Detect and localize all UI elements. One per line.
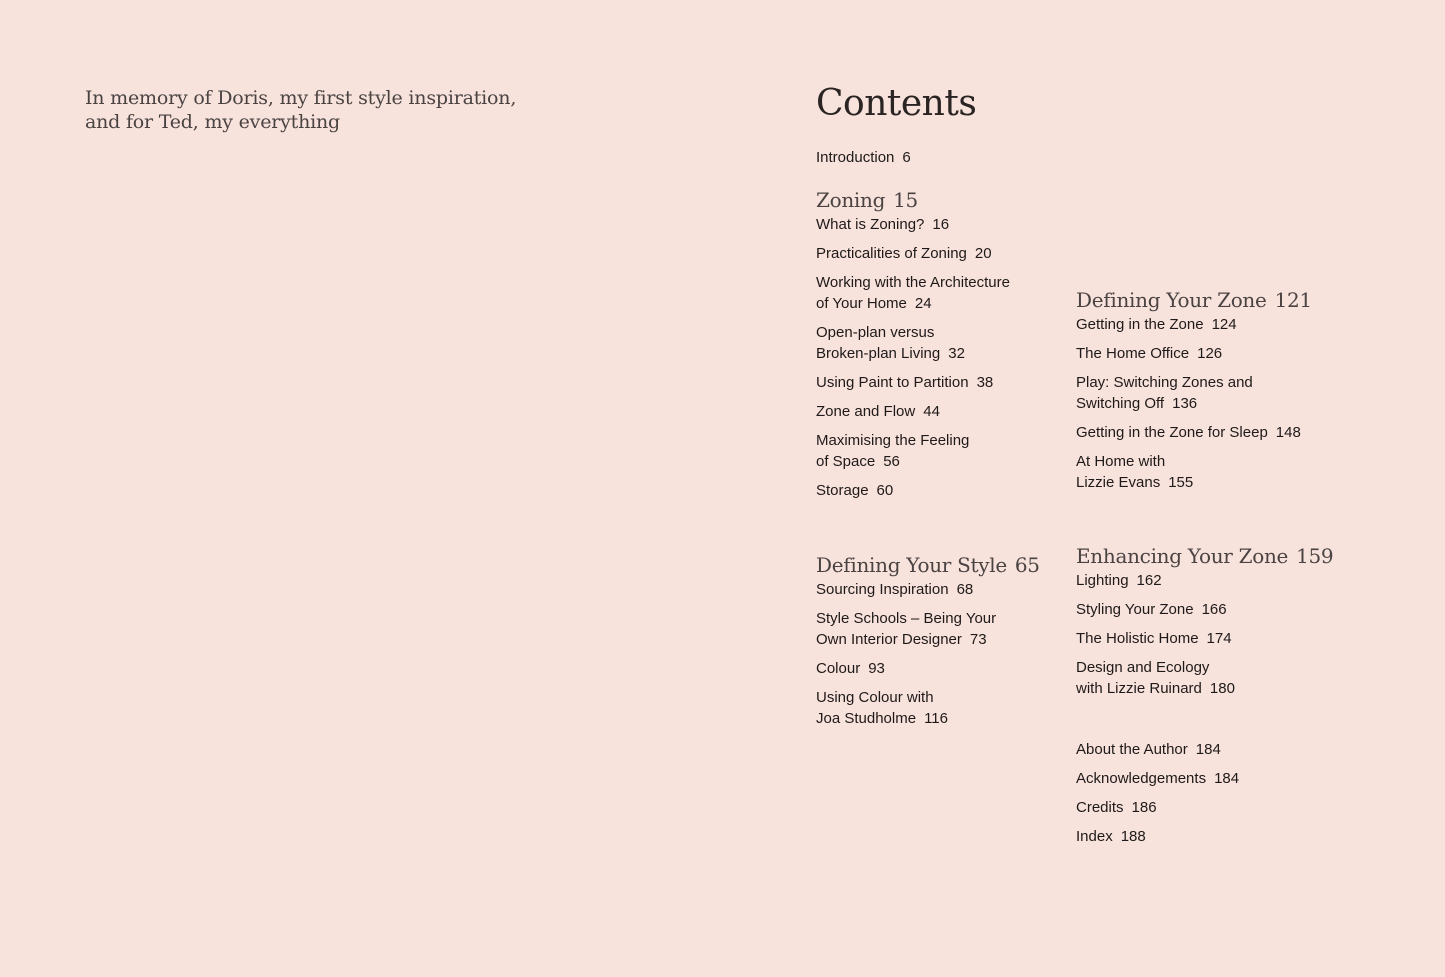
toc-entry-label: Sourcing Inspiration 68	[816, 581, 974, 598]
toc-entry-page: 148	[1275, 424, 1301, 441]
toc-entry-page: 16	[932, 216, 950, 233]
toc-entry-label: Zone and Flow 44	[816, 403, 940, 420]
toc-entry[interactable]	[1076, 570, 1333, 591]
toc-entry-label: Design and Ecology	[1076, 659, 1210, 676]
toc-section-enhancing-zone	[1076, 543, 1333, 699]
toc-entry-page: 44	[923, 403, 940, 420]
contents-title: Contents	[816, 83, 977, 124]
toc-section-defining-zone	[1076, 287, 1312, 493]
toc-entry-label: About the Author 184	[1076, 741, 1221, 758]
toc-entry-page: 60	[876, 482, 894, 499]
toc-entry-label: Getting in the Zone for Sleep 148	[1076, 424, 1301, 441]
toc-entry-page: 93	[868, 660, 885, 677]
section-heading[interactable]	[1076, 543, 1333, 569]
section-heading-page: 159	[1296, 544, 1334, 568]
toc-section-defining-style	[816, 552, 1040, 729]
toc-section-back-matter	[1076, 739, 1239, 847]
toc-entry-label: Lighting 162	[1076, 572, 1162, 589]
toc-entry-label: At Home with	[1076, 453, 1166, 470]
toc-entry-page: 116	[924, 710, 948, 727]
toc-entry[interactable]	[816, 480, 1010, 501]
dedication-line-1: In memory of Doris, my first style inspiration,	[85, 87, 517, 109]
toc-entry-label: with Lizzie Ruinard 180	[1076, 680, 1235, 697]
toc-entry-page: 184	[1195, 741, 1221, 758]
toc-entry-label: Styling Your Zone 166	[1076, 601, 1227, 618]
toc-entry-label: Index 188	[1076, 828, 1146, 845]
toc-entry-label: Broken-plan Living 32	[816, 345, 965, 362]
toc-entry[interactable]	[1076, 422, 1312, 443]
section-heading[interactable]	[816, 552, 1040, 578]
toc-entry-page: 24	[914, 295, 932, 312]
toc-entry-label: The Home Office 126	[1076, 345, 1223, 362]
toc-entry-page: 68	[956, 581, 974, 598]
dedication	[85, 86, 516, 134]
toc-entry-label: Colour 93	[816, 660, 885, 677]
section-heading-label: Defining Your Zone	[1076, 288, 1267, 312]
toc-entry[interactable]	[1076, 797, 1239, 818]
toc-entry[interactable]	[816, 658, 1040, 679]
toc-entry-label: Joa Studholme 116	[816, 710, 948, 727]
toc-entry[interactable]	[816, 372, 1010, 393]
toc-entry[interactable]	[816, 272, 1010, 314]
toc-introduction[interactable]	[816, 147, 911, 168]
toc-entry-label: Switching Off 136	[1076, 395, 1198, 412]
toc-entry[interactable]	[816, 243, 1010, 264]
toc-entry-label: of Space 56	[816, 453, 900, 470]
toc-entry[interactable]	[816, 401, 1010, 422]
toc-entry-label: Working with the Architecture	[816, 274, 1010, 291]
toc-entry-page: 6	[902, 149, 911, 166]
toc-entry-page: 184	[1214, 770, 1240, 787]
toc-entry-page: 174	[1206, 630, 1232, 647]
section-heading-page: 65	[1014, 553, 1040, 577]
section-heading[interactable]	[1076, 287, 1312, 313]
toc-entry-label: Own Interior Designer 73	[816, 631, 987, 648]
toc-section-zoning	[816, 187, 1010, 501]
toc-entry-page: 186	[1131, 799, 1157, 816]
toc-entry-label: Open-plan versus	[816, 324, 935, 341]
section-heading[interactable]	[816, 187, 1010, 213]
toc-entry-page: 124	[1211, 316, 1237, 333]
toc-entry-label: Using Colour with	[816, 689, 934, 706]
toc-entry-page: 155	[1168, 474, 1194, 491]
toc-entry[interactable]	[1076, 826, 1239, 847]
section-heading-label: Zoning	[816, 188, 886, 212]
toc-entry[interactable]	[1076, 768, 1239, 789]
toc-entry[interactable]	[1076, 739, 1239, 760]
toc-entry-label: Maximising the Feeling	[816, 432, 970, 449]
toc-entry-label: Play: Switching Zones and	[1076, 374, 1253, 391]
toc-entry-page: 136	[1172, 395, 1198, 412]
toc-entry[interactable]	[1076, 628, 1333, 649]
toc-entry-page: 73	[969, 631, 987, 648]
toc-entry[interactable]	[816, 430, 1010, 472]
section-heading-page: 15	[893, 188, 918, 212]
toc-entry-label: of Your Home 24	[816, 295, 932, 312]
toc-entry-label: Style Schools – Being Your	[816, 610, 997, 627]
toc-entry-page: 162	[1136, 572, 1162, 589]
toc-entry-page: 32	[948, 345, 965, 362]
toc-entry-page: 20	[974, 245, 992, 262]
toc-entry-label: Practicalities of Zoning 20	[816, 245, 992, 262]
toc-entry-label: Using Paint to Partition 38	[816, 374, 994, 391]
toc-entry-label: Getting in the Zone 124	[1076, 316, 1237, 333]
toc-entry[interactable]	[816, 322, 1010, 364]
toc-entry[interactable]	[1076, 599, 1333, 620]
toc-entry-label: Credits 186	[1076, 799, 1157, 816]
toc-entry-label: Acknowledgements 184	[1076, 770, 1240, 787]
toc-entry-label: The Holistic Home 174	[1076, 630, 1232, 647]
toc-entry-page: 126	[1197, 345, 1223, 362]
toc-entry-label: Lizzie Evans 155	[1076, 474, 1194, 491]
toc-entry[interactable]	[1076, 372, 1312, 414]
toc-entry-page: 188	[1120, 828, 1146, 845]
toc-entry-label: Introduction	[816, 149, 895, 166]
toc-entry[interactable]	[816, 608, 1040, 650]
section-heading-label: Defining Your Style	[816, 553, 1007, 577]
toc-entry[interactable]	[816, 687, 1040, 729]
toc-entry-page: 180	[1209, 680, 1235, 697]
toc-entry-label: Storage 60	[816, 482, 894, 499]
toc-entry[interactable]	[816, 214, 1010, 235]
toc-entry-label: What is Zoning? 16	[816, 216, 950, 233]
toc-entry[interactable]	[1076, 314, 1312, 335]
dedication-line-2: and for Ted, my everything	[85, 111, 341, 133]
toc-entry-page: 166	[1201, 601, 1227, 618]
section-heading-label: Enhancing Your Zone	[1076, 544, 1289, 568]
toc-entry[interactable]	[1076, 451, 1312, 493]
toc-entry-page: 56	[883, 453, 900, 470]
toc-entry[interactable]	[1076, 657, 1333, 699]
toc-entry[interactable]	[1076, 343, 1312, 364]
toc-entry[interactable]	[816, 579, 1040, 600]
toc-entry-page: 38	[976, 374, 994, 391]
section-heading-page: 121	[1274, 288, 1312, 312]
